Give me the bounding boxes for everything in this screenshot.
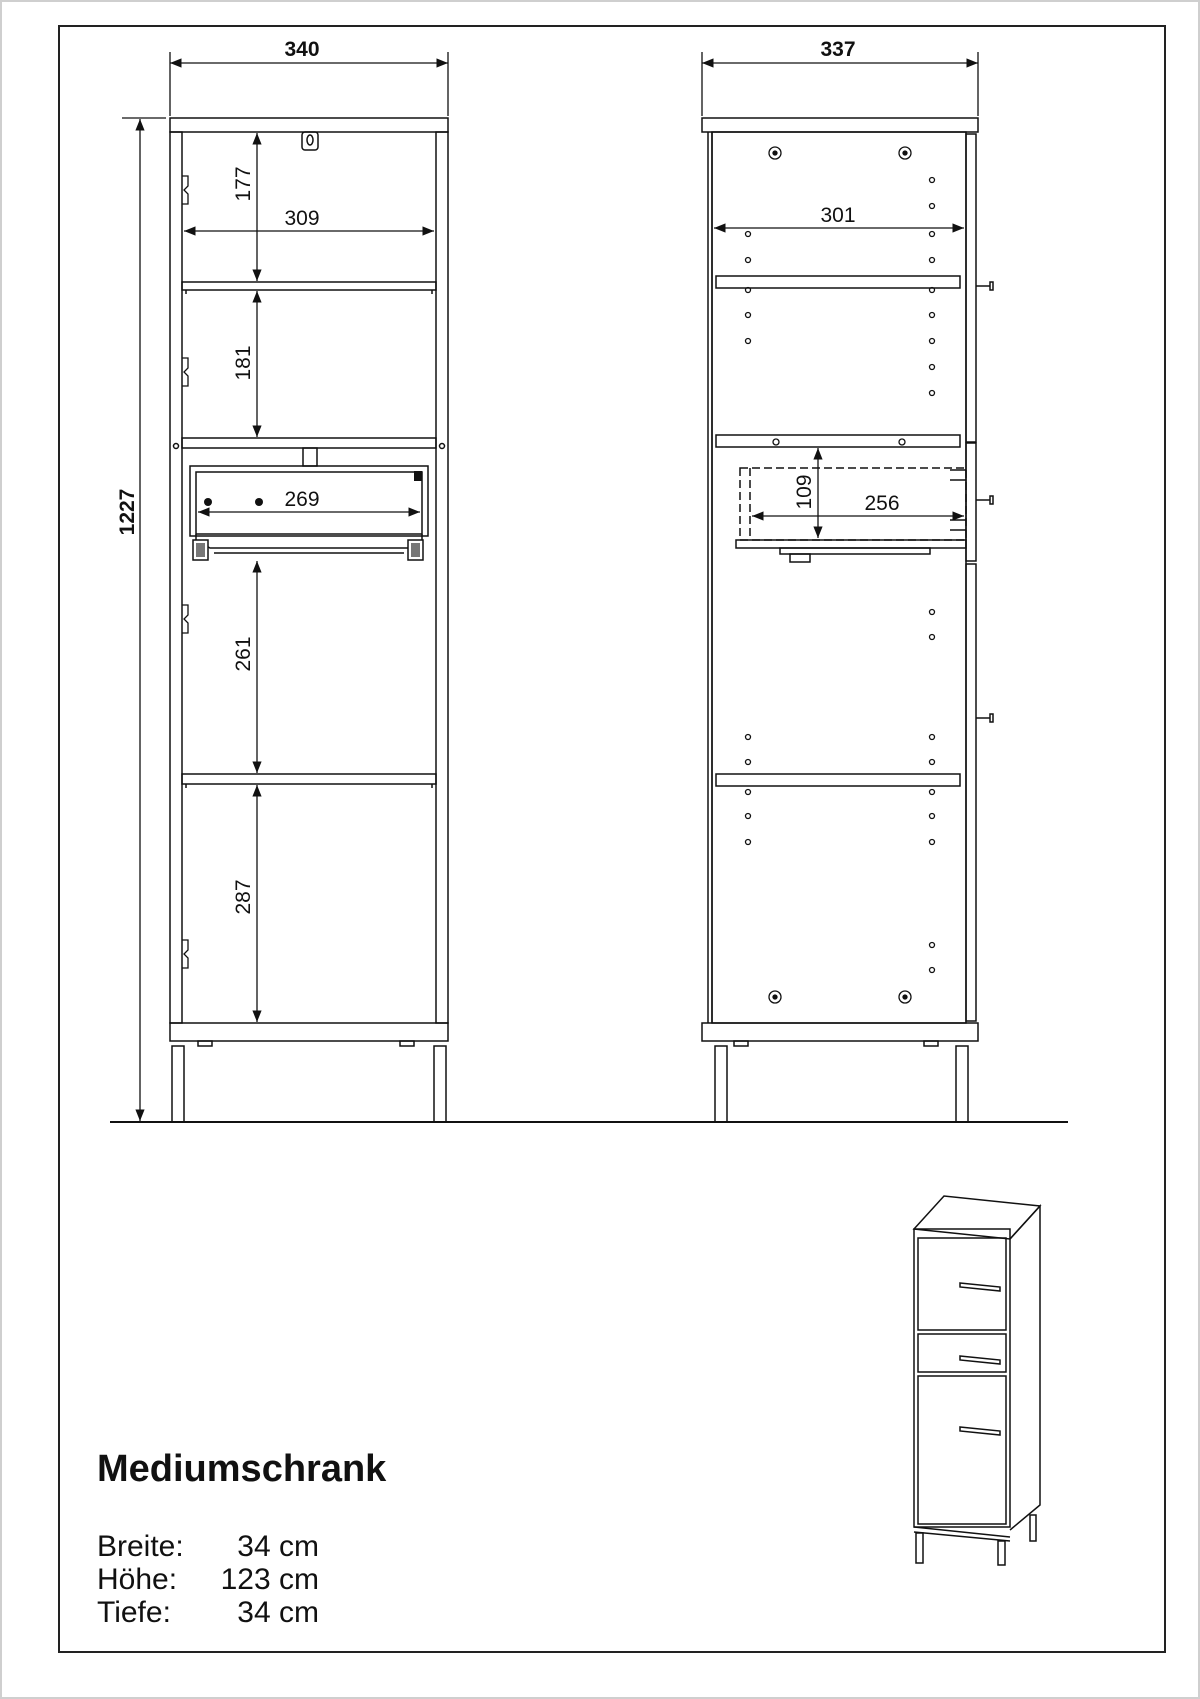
side-top-door: [966, 134, 976, 442]
cabinet-perspective-sketch: [914, 1196, 1040, 1565]
side-bottom-door: [966, 564, 976, 1021]
side-inner-depth-label: 301: [820, 204, 856, 227]
front-total-height-label: 1227: [116, 488, 139, 536]
front-inner-width-label: 309: [284, 207, 320, 230]
front-shelf-1: [182, 282, 436, 290]
front-left-leg: [172, 1046, 184, 1122]
side-drawer-front: [966, 443, 976, 561]
front-left-panel: [170, 132, 182, 1023]
front-hinges: [182, 176, 188, 968]
front-shelf-2: [182, 438, 436, 448]
spec-width-label: Breite:: [97, 1530, 184, 1563]
spec-depth-label: Tiefe:: [97, 1596, 171, 1629]
spec-depth-value: 34 cm: [237, 1596, 319, 1629]
front-compartment-3-label: 261: [232, 636, 255, 672]
side-shelf-3: [716, 774, 960, 786]
front-compartment-2-label: 181: [232, 345, 255, 381]
front-drawer-width-label: 269: [284, 488, 320, 511]
side-drawer-depth-label: 256: [864, 492, 900, 515]
side-drawer-height-label: 109: [793, 474, 816, 510]
product-title: Mediumschrank: [97, 1448, 387, 1490]
front-shelf-3: [182, 774, 436, 784]
front-top-board: [170, 118, 448, 132]
front-overall-width-label: 340: [284, 38, 320, 61]
spec-depth: [97, 1596, 319, 1629]
side-view: [702, 118, 993, 1122]
spec-height: [97, 1563, 319, 1596]
side-front-leg: [715, 1046, 727, 1122]
side-shelf-2: [716, 435, 960, 447]
product-specs: [97, 1530, 319, 1629]
side-overall-depth-label: 337: [820, 38, 856, 61]
side-top-board: [702, 118, 978, 132]
side-back-leg: [956, 1046, 968, 1122]
spec-width: [97, 1530, 319, 1563]
side-bottom-board: [702, 1023, 978, 1041]
side-drawer: [740, 468, 966, 540]
front-bottom-board: [170, 1023, 448, 1041]
front-compartment-4-label: 287: [232, 879, 255, 915]
side-panel: [712, 132, 966, 1023]
front-compartment-1-label: 177: [232, 166, 255, 202]
spec-width-value: 34 cm: [237, 1530, 319, 1563]
spec-height-value: 123 cm: [220, 1563, 319, 1596]
spec-height-label: Höhe:: [97, 1563, 178, 1596]
front-right-panel: [436, 132, 448, 1023]
side-shelf-1: [716, 276, 960, 288]
front-view: [170, 118, 448, 1122]
front-right-leg: [434, 1046, 446, 1122]
